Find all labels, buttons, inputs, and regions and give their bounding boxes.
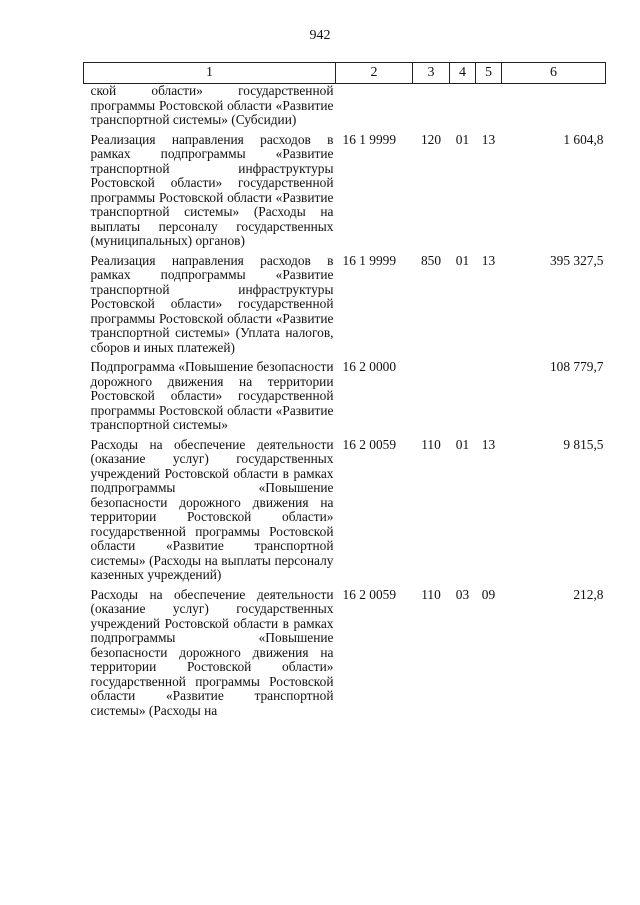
row-description: Реализация направления расходов в рамках подпрограммы «Развитие транспортной инфраструктуры Ростовской области» государственной программы Ростовской области «Развитие транспортной системы» (Расходы на выплаты персоналу государственных (муниципальных) органов) xyxy=(90,131,334,248)
row-subsection xyxy=(476,84,502,128)
row-target-code: 16 2 0000 xyxy=(342,359,397,374)
table-row xyxy=(84,249,606,356)
column-header-target-code: 2 xyxy=(336,63,413,84)
row-expense-type xyxy=(413,355,450,433)
row-target-code: 16 2 0059 xyxy=(342,586,397,602)
row-target-code: 16 1 9999 xyxy=(342,252,397,268)
page-number: 942 xyxy=(309,28,331,43)
column-header-expense-type: 3 xyxy=(413,63,450,84)
row-description: Расходы на обеспечение деятельности (оказание услуг) государственных учреждений Ростовской области в рамках подпрограммы «Повышение безопасности дорожного движения на территории Ростовской области» государственной программы Ростовской области «Развитие транспортной системы» (Расходы на xyxy=(90,586,334,718)
table-row xyxy=(84,84,606,128)
row-description: Расходы на обеспечение деятельности (оказание услуг) государственных учреждений Ростовской области в рамках подпрограммы «Повышение безопасности дорожного движения на территории Ростовской области» государственной программы Ростовской области «Развитие транспортной системы» (Расходы на выплаты персоналу казенных учреждений) xyxy=(90,436,334,582)
table-row xyxy=(84,128,606,249)
row-section: 01 xyxy=(455,131,470,147)
row-amount: 212,8 xyxy=(573,586,604,602)
row-subsection: 13 xyxy=(481,131,496,147)
row-expense-type: 110 xyxy=(421,586,441,602)
row-description: ской области» государственной программы Ростовской области «Развитие транспортной системы» (Субсидии) xyxy=(90,83,334,127)
table-row xyxy=(84,355,606,433)
row-expense-type: 120 xyxy=(420,131,442,147)
row-amount: 1 604,8 xyxy=(563,131,604,147)
row-expense-type: 850 xyxy=(420,252,442,268)
table-row xyxy=(84,583,606,719)
column-header-subsection: 5 xyxy=(476,63,502,84)
column-header-description: 1 xyxy=(84,63,336,84)
row-section: 03 xyxy=(455,586,470,602)
column-header-amount: 6 xyxy=(502,63,606,84)
row-amount: 395 327,5 xyxy=(549,252,604,268)
row-amount xyxy=(502,84,606,128)
column-header-section: 4 xyxy=(450,63,476,84)
row-target-code: 16 1 9999 xyxy=(342,131,397,147)
row-section xyxy=(450,355,476,433)
row-description: Подпрограмма «Повышение безопасности дорожного движения на территории Ростовской области» государственной программы Ростовской области «Развитие транспортной системы» xyxy=(90,359,334,432)
row-expense-type: 110 xyxy=(421,436,441,452)
table-row xyxy=(84,433,606,583)
row-subsection: 09 xyxy=(481,586,496,602)
row-amount: 108 779,7 xyxy=(549,359,604,374)
row-subsection xyxy=(476,355,502,433)
table-header-row xyxy=(84,63,606,84)
row-subsection: 13 xyxy=(481,252,496,268)
row-subsection: 13 xyxy=(481,436,496,452)
budget-table xyxy=(83,62,606,718)
row-expense-type xyxy=(413,84,450,128)
row-amount: 9 815,5 xyxy=(563,436,604,452)
row-target-code: 16 2 0059 xyxy=(342,436,397,452)
row-section: 01 xyxy=(455,436,470,452)
row-description: Реализация направления расходов в рамках подпрограммы «Развитие транспортной инфраструктуры Ростовской области» государственной программы Ростовской области «Развитие транспортной системы» (Уплата налогов, сборов и иных платежей) xyxy=(90,252,334,355)
row-section: 01 xyxy=(455,252,470,268)
row-section xyxy=(450,84,476,128)
row-target-code xyxy=(336,84,413,128)
